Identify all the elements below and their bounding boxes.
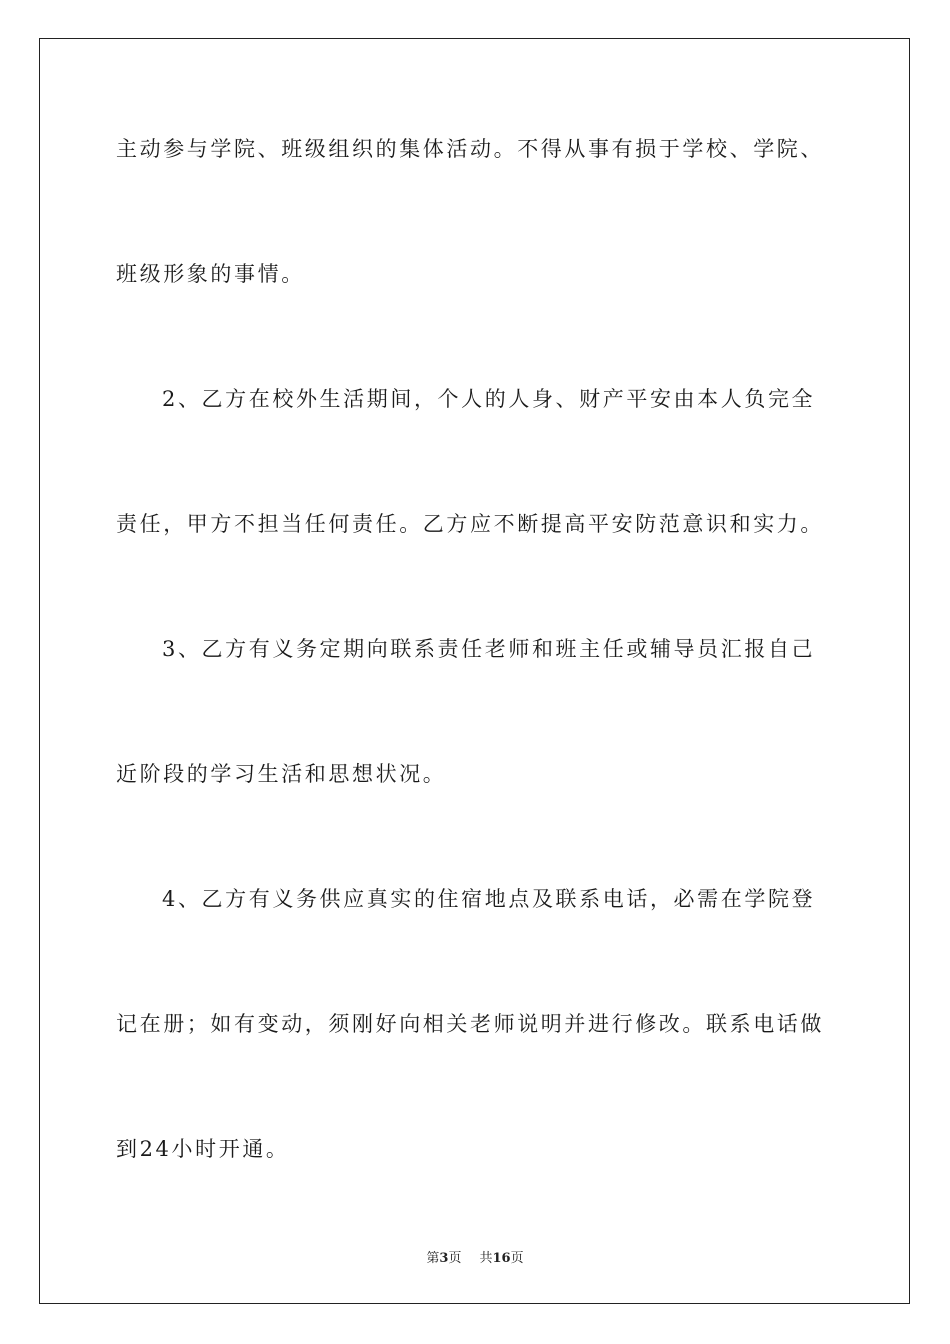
paragraph-3-line-1: 3、乙方有义务定期向联系责任老师和班主任或辅导员汇报自己 — [162, 637, 816, 661]
paragraph-4-line-3: 到24小时开通。 — [116, 1137, 290, 1161]
paragraph-2-line-1: 2、乙方在校外生活期间，个人的人身、财产平安由本人负完全 — [162, 387, 816, 411]
page-number: 3 — [439, 1251, 449, 1266]
total-pages: 16 — [492, 1251, 511, 1266]
paragraph-3-line-2: 近阶段的学习生活和思想状况。 — [116, 762, 447, 786]
page-suffix: 页 — [448, 1251, 462, 1266]
paragraph-1-line-1: 主动参与学院、班级组织的集体活动。不得从事有损于学校、学院、 — [116, 137, 824, 161]
paragraph-4-line-1: 4、乙方有义务供应真实的住宿地点及联系电话，必需在学院登 — [162, 887, 816, 911]
total-suffix: 页 — [510, 1251, 524, 1266]
paragraph-2-line-2: 责任，甲方不担当任何责任。乙方应不断提高平安防范意识和实力。 — [116, 512, 824, 536]
paragraph-1-line-2: 班级形象的事情。 — [116, 262, 305, 286]
page-footer — [0, 1247, 950, 1266]
page-border — [39, 38, 910, 1304]
total-prefix: 共 — [479, 1251, 493, 1266]
page-prefix: 第 — [426, 1251, 440, 1266]
paragraph-4-line-2: 记在册；如有变动，须刚好向相关老师说明并进行修改。联系电话做 — [116, 1012, 824, 1036]
